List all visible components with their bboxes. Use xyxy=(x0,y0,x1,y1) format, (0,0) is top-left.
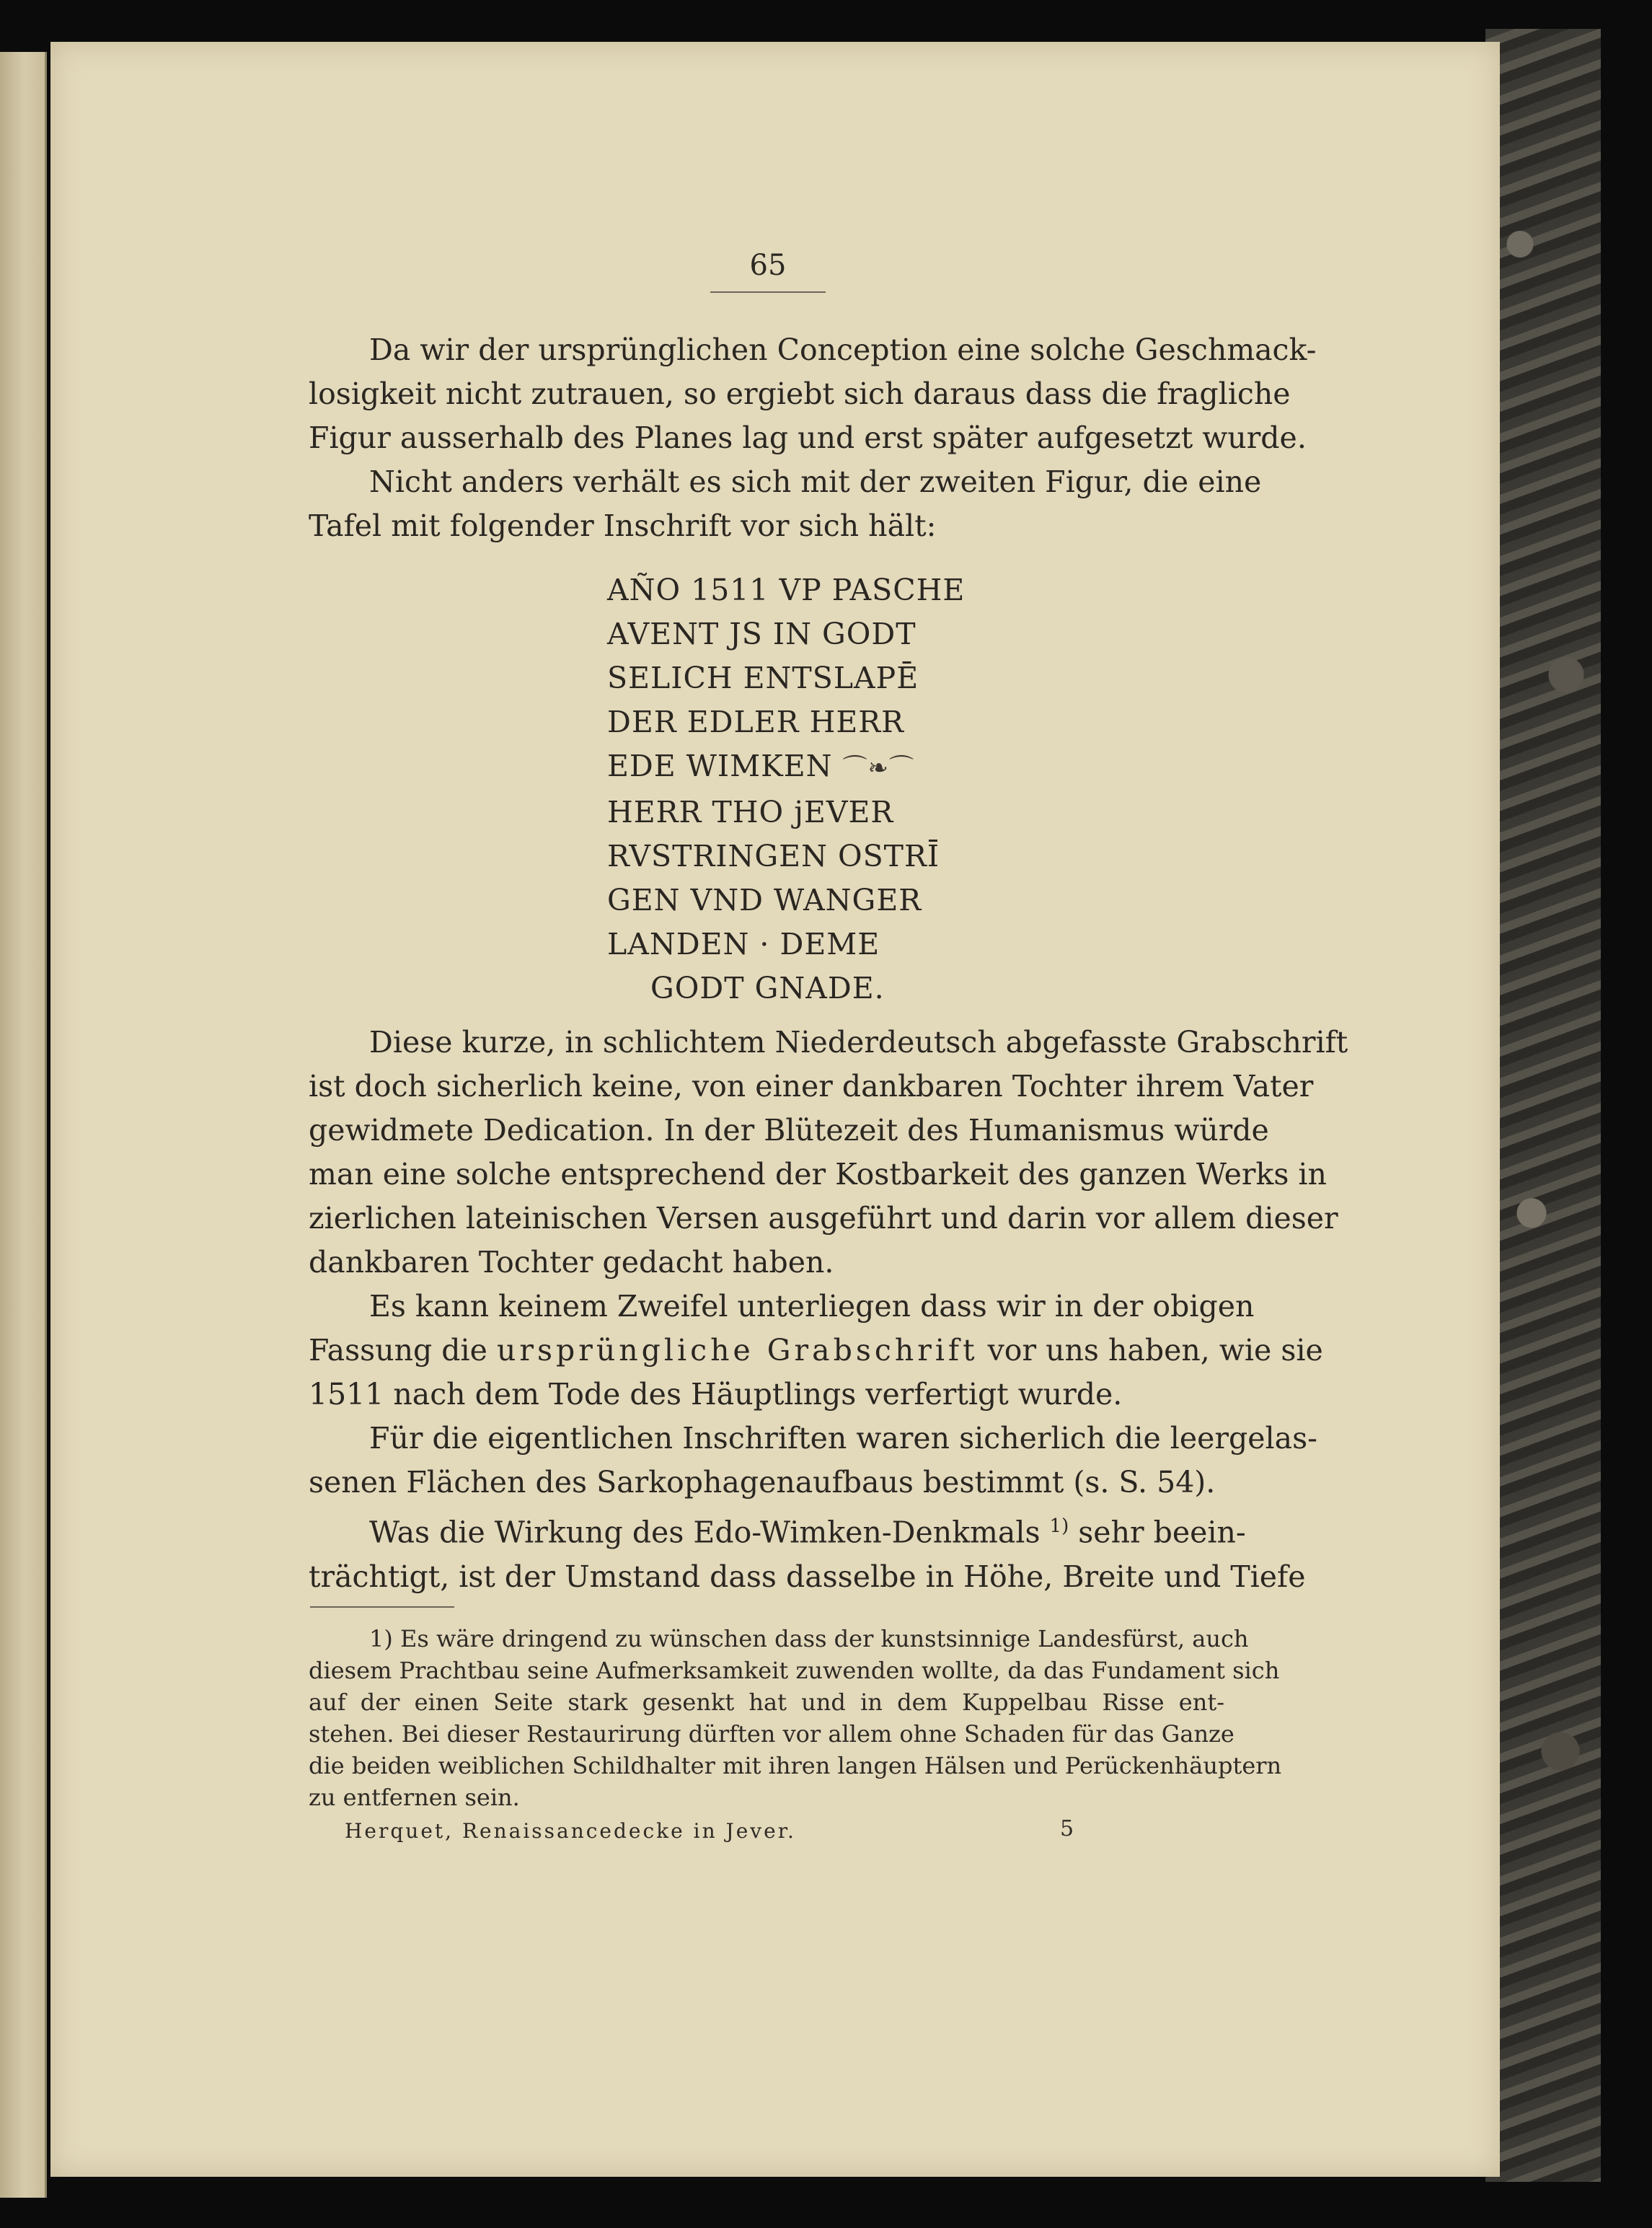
text-line: Tafel mit folgender Inschrift vor sich hält: xyxy=(309,508,937,543)
text-segment: sehr beein- xyxy=(1069,1515,1246,1550)
footnote-line: auf der einen Seite stark gesenkt hat und in dem Kuppelbau Risse ent- xyxy=(309,1688,1224,1716)
marbled-cover-board xyxy=(1485,29,1601,2182)
footnote-text: Es wäre dringend zu wünschen dass der kunstsinnige Landesfürst, auch xyxy=(400,1625,1249,1652)
text-segment: vor uns haben, wie sie xyxy=(978,1333,1323,1368)
emphasized-text: ursprüngliche Grabschrift xyxy=(496,1333,979,1368)
text-line: senen Flächen des Sarkophagenaufbaus bestimmt (s. S. 54). xyxy=(309,1465,1216,1500)
text-line: losigkeit nicht zutrauen, so ergiebt sich daraus dass die fragliche xyxy=(309,377,1291,411)
flourish-ornament-icon: ⌒❧⌒ xyxy=(842,754,915,783)
text-line: trächtigt, ist der Umstand dass dasselbe in Höhe, Breite und Tiefe xyxy=(309,1559,1306,1594)
header-rule xyxy=(710,291,826,293)
footnote-line: diesem Prachtbau seine Aufmerksamkeit zuwenden wollte, da das Fundament sich xyxy=(309,1657,1280,1684)
footnote xyxy=(309,1623,1282,1813)
text-line-with-emphasis xyxy=(309,1329,1323,1373)
previous-page-edge xyxy=(0,52,47,2198)
inscription-line: GEN VND WANGER xyxy=(607,883,922,917)
text-line: Nicht anders verhält es sich mit der zweiten Figur, die eine xyxy=(369,464,1262,499)
inscription-line: AVENT JS IN GODT xyxy=(607,617,916,651)
paragraph-2 xyxy=(309,460,1262,548)
footnote-marker: 1) xyxy=(369,1625,393,1652)
inscription-line: DER EDLER HERR xyxy=(607,705,904,739)
text-line: Es kann keinem Zweifel unterliegen dass wir in der obigen xyxy=(369,1289,1255,1324)
text-segment: Fassung die xyxy=(309,1333,497,1368)
footnote-rule xyxy=(310,1606,454,1608)
text-line: 1511 nach dem Tode des Häuptlings verfertigt wurde. xyxy=(309,1377,1123,1412)
inscription-line: RVSTRINGEN OSTRĪ xyxy=(607,839,940,873)
footnote-line xyxy=(309,1623,1249,1655)
text-line: zierlichen lateinischen Versen ausgeführt und darin vor allem dieser xyxy=(309,1201,1338,1236)
inscription-block xyxy=(607,568,982,1010)
text-line: Für die eigentlichen Inschriften waren sicherlich die leergelas- xyxy=(369,1421,1317,1456)
inscription-line: EDE WIMKEN xyxy=(607,749,833,783)
footnote-reference: 1) xyxy=(1049,1515,1069,1537)
text-line: ist doch sicherlich keine, von einer dankbaren Tochter ihrem Vater xyxy=(309,1069,1314,1104)
inscription-line: AÑO 1511 VP PASCHE xyxy=(607,573,966,607)
text-line: Diese kurze, in schlichtem Niederdeutsch abgefasste Grabschrift xyxy=(369,1025,1348,1060)
page-number: 65 xyxy=(749,249,787,282)
printer-signature-line: Herquet, Renaissancedecke in Jever. xyxy=(345,1819,796,1843)
text-line: dankbaren Tochter gedacht haben. xyxy=(309,1245,834,1280)
text-line-with-footnote-ref xyxy=(309,1505,1246,1555)
inscription-line-with-flourish xyxy=(607,744,982,791)
inscription-line: HERR THO jEVER xyxy=(607,795,894,829)
text-line: man eine solche entsprechend der Kostbarkeit des ganzen Werks in xyxy=(309,1157,1327,1192)
footnote-line: stehen. Bei dieser Restaurirung dürften vor allem ohne Schaden für das Ganze xyxy=(309,1720,1234,1748)
paragraph-3 xyxy=(309,1021,1348,1285)
footnote-line: zu entfernen sein. xyxy=(309,1784,520,1811)
text-line: Figur ausserhalb des Planes lag und erst später aufgesetzt wurde. xyxy=(309,420,1307,455)
text-line: gewidmete Dedication. In der Blütezeit des Humanismus würde xyxy=(309,1113,1269,1148)
inscription-line: GODT GNADE. xyxy=(650,971,885,1005)
paragraph-5 xyxy=(309,1417,1317,1505)
inscription-line: LANDEN · DEME xyxy=(607,927,880,961)
text-line: Da wir der ursprünglichen Conception eine solche Geschmack- xyxy=(369,333,1317,367)
paragraph-6 xyxy=(309,1505,1306,1599)
sheet-number: 5 xyxy=(1060,1816,1074,1841)
paragraph-1 xyxy=(309,328,1317,460)
footnote-line: die beiden weiblichen Schildhalter mit ihren langen Hälsen und Perückenhäuptern xyxy=(309,1752,1282,1779)
paragraph-4 xyxy=(309,1285,1323,1417)
text-segment: Was die Wirkung des Edo-Wimken-Denkmals xyxy=(369,1515,1050,1550)
inscription-line: SELICH ENTSLAPĒ xyxy=(607,661,919,695)
